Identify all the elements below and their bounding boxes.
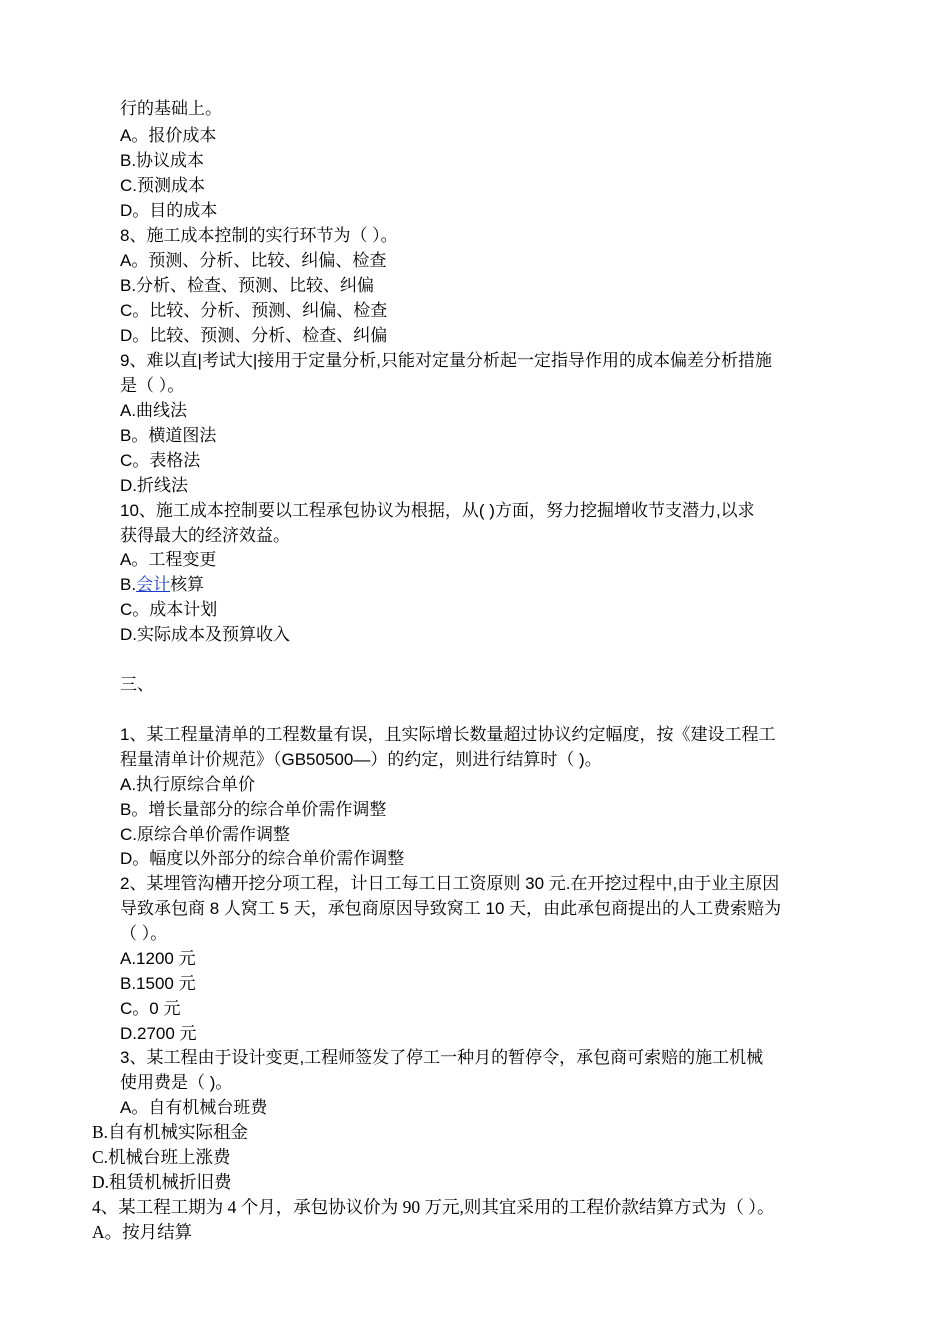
text-line: 行的基础上。 <box>120 99 222 118</box>
text-line: 2、某埋管沟槽开挖分项工程，计日工每工日工资原则 30 元.在开挖过程中,由于业主原因 <box>120 874 780 893</box>
text-line: 使用费是（ )。 <box>120 1073 233 1092</box>
text-line: B.1500 元 <box>120 974 196 993</box>
line-prefix: B. <box>120 575 137 594</box>
text-line: B。增长量部分的综合单价需作调整 <box>120 800 387 819</box>
text-line: B。横道图法 <box>120 426 217 445</box>
text-line: C。比较、分析、预测、纠偏、检查 <box>120 301 388 320</box>
text-line: 导致承包商 8 人窝工 5 天，承包商原因导致窝工 10 天，由此承包商提出的人工费索赔为 <box>120 899 782 918</box>
text-line: D.实际成本及预算收入 <box>120 625 290 644</box>
text-line: C。表格法 <box>120 451 201 470</box>
text-line: A.执行原综合单价 <box>120 775 256 794</box>
text-line: A。按月结算 <box>92 1222 193 1242</box>
text-line: C。0 元 <box>120 999 181 1018</box>
text-line: A。自有机械台班费 <box>120 1098 268 1117</box>
text-line <box>120 572 860 597</box>
text-line: D。目的成本 <box>120 201 218 220</box>
text-line: B.协议成本 <box>120 151 205 170</box>
text-line: 9、难以直|考试大|接用于定量分析,只能对定量分析起一定指导作用的成本偏差分析措施 <box>120 351 773 370</box>
text-line: 3、某工程由于设计变更,工程师签发了停工一种月的暂停令，承包商可索赔的施工机械 <box>120 1048 764 1067</box>
text-line: （ ）。 <box>120 924 168 943</box>
line-suffix: 核算 <box>170 575 205 594</box>
text-line: C。成本计划 <box>120 600 218 619</box>
text-line: A。报价成本 <box>120 126 217 145</box>
text-line: 8、施工成本控制的实行环节为（ ）。 <box>120 226 398 245</box>
text-line: 1、某工程量清单的工程数量有误，且实际增长数量超过协议约定幅度，按《建设工程工 <box>120 725 776 744</box>
text-line: 三、 <box>120 675 154 694</box>
text-line: D。比较、预测、分析、检查、纠偏 <box>120 326 388 345</box>
text-line: D.折线法 <box>120 476 188 495</box>
text-line: 10、施工成本控制要以工程承包协议为根据，从( )方面，努力挖掘增收节支潜力,以求 <box>120 501 755 520</box>
text-line: C.预测成本 <box>120 176 205 195</box>
text-line: B.自有机械实际租金 <box>92 1122 249 1142</box>
accounting-link[interactable]: 会计 <box>136 575 171 594</box>
text-line: C.机械台班上涨费 <box>92 1147 231 1167</box>
text-line: A.1200 元 <box>120 949 196 968</box>
text-line: 获得最大的经济效益。 <box>120 526 290 545</box>
text-line: D。幅度以外部分的综合单价需作调整 <box>120 849 405 868</box>
text-line: A。预测、分析、比较、纠偏、检查 <box>120 251 387 270</box>
text-line: B.分析、检查、预测、比较、纠偏 <box>120 276 375 295</box>
text-line: 4、某工程工期为 4 个月，承包协议价为 90 万元,则其宜采用的工程价款结算方式为（ ）。 <box>92 1197 775 1217</box>
text-line: D.2700 元 <box>120 1024 197 1043</box>
text-line: 程量清单计价规范》（GB50500—）的约定，则进行结算时（ )。 <box>120 750 602 769</box>
text-line: A.曲线法 <box>120 401 188 420</box>
text-line: A。工程变更 <box>120 550 217 569</box>
text-line: D.租赁机械折旧费 <box>92 1172 232 1192</box>
text-line: 是（ ）。 <box>120 376 185 395</box>
text-line: C.原综合单价需作调整 <box>120 825 290 844</box>
